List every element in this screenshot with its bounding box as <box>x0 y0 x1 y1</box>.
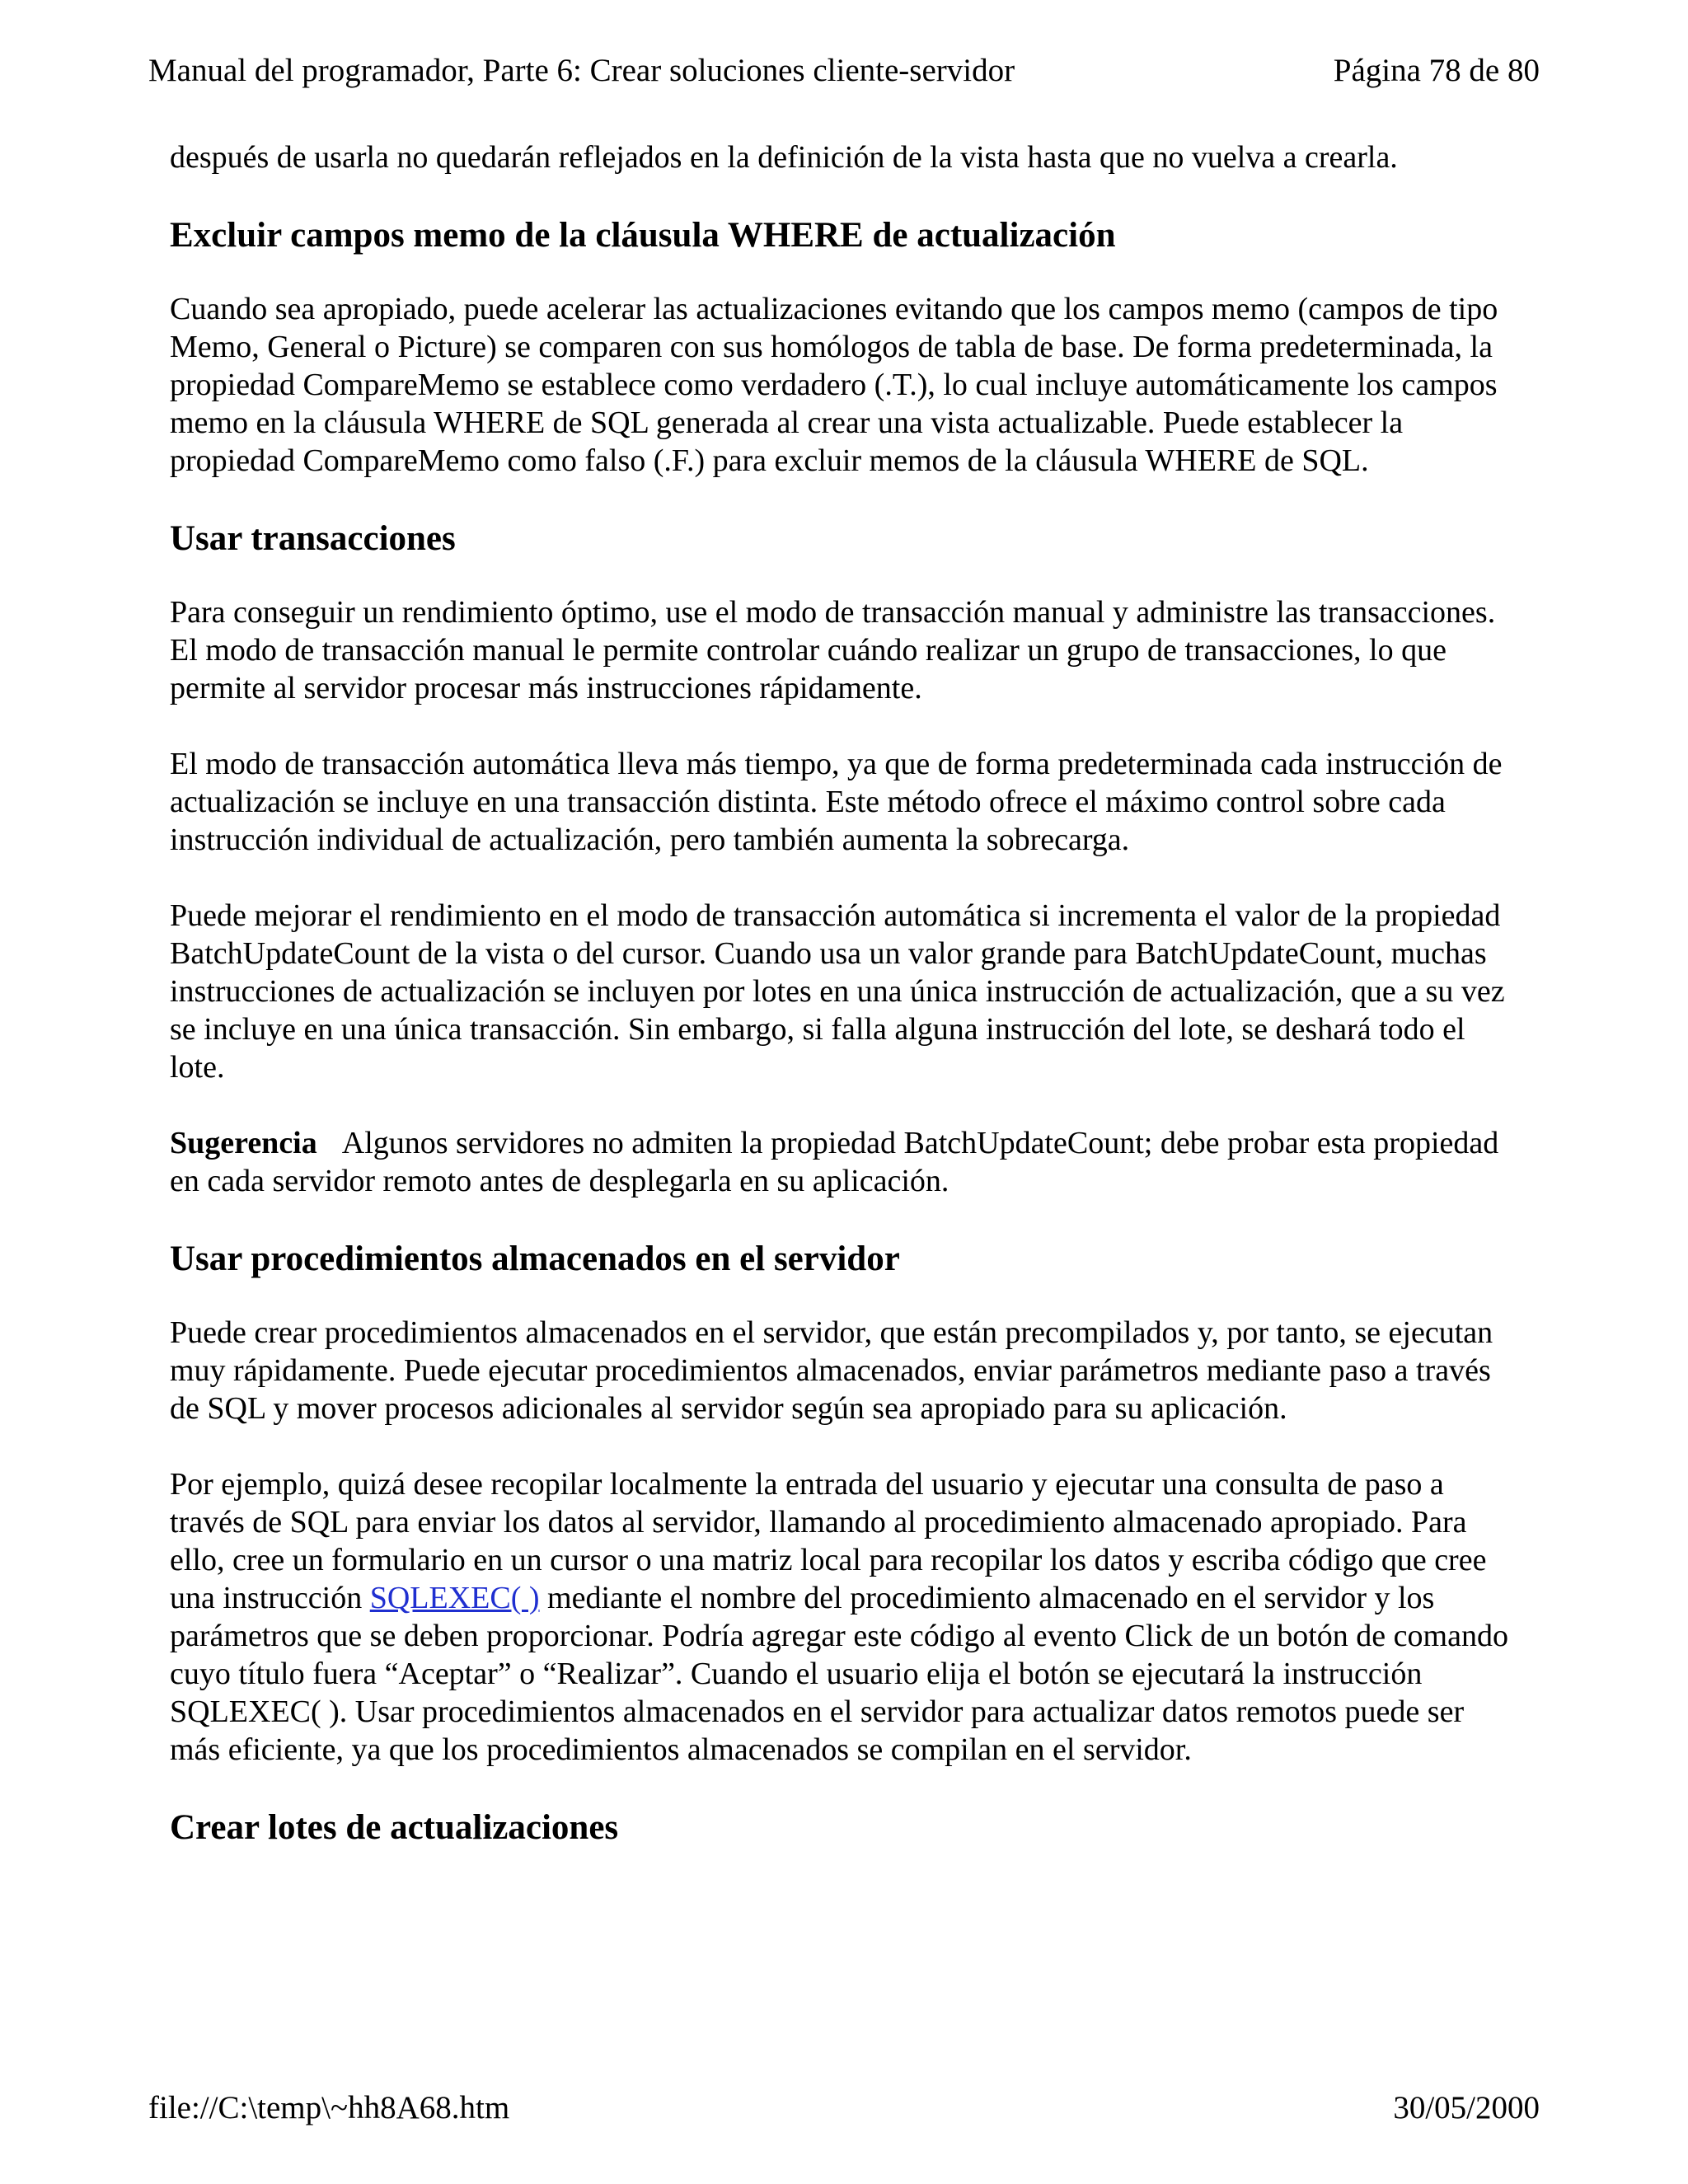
paragraph-stored-procedures-2 <box>170 1465 1518 1769</box>
heading-batch-updates: Crear lotes de actualizaciones <box>170 1808 619 1847</box>
header-title: Manual del programador, Parte 6: Crear soluciones cliente-servidor <box>148 53 1015 88</box>
paragraph-stored-procedures-1: Puede crear procedimientos almacenados en el servidor, que están precompilados y, por tanto, se ejecutan muy rápidamente. Puede ejecutar procedimientos almacenados, enviar parámetros mediante paso a través de SQL y mover procesos adicionales al servidor según sea apropiado para su aplicación. <box>170 1315 1493 1426</box>
paragraph-text-after-link: mediante el nombre del procedimiento almacenado en el servidor y los parámetros que se deben proporcionar. Podría agregar este código al evento Click de un botón de comando cuyo título fuera “Aceptar” o “Realizar”. Cuando el usuario elija el botón se ejecutará la instrucción SQLEXEC( ). Usar procedimientos almacenados en el servidor para actualizar datos remotos puede ser más eficiente, ya que los procedimientos almacenados se compilan en el servidor. <box>170 1581 1508 1767</box>
page-header <box>148 46 1540 96</box>
sqlexec-link[interactable]: SQLEXEC( ) <box>369 1581 540 1615</box>
footer-file-path: file://C:\temp\~hh8A68.htm <box>148 2090 510 2125</box>
tip-label: Sugerencia <box>170 1126 317 1160</box>
footer-date: 30/05/2000 <box>1393 2090 1540 2125</box>
heading-transactions: Usar transacciones <box>170 519 456 558</box>
paragraph-transactions-1: Para conseguir un rendimiento óptimo, use el modo de transacción manual y administre las transacciones. El modo de transacción manual le permite controlar cuándo realizar un grupo de transacciones, lo que permite al servidor procesar más instrucciones rápidamente. <box>170 595 1496 705</box>
paragraph-transactions-2: El modo de transacción automática lleva más tiempo, ya que de forma predeterminada cada instrucción de actualización se incluye en una transacción distinta. Este método ofrece el máximo control sobre cada instrucción individual de actualización, pero también aumenta la sobrecarga. <box>170 747 1503 857</box>
tip-paragraph <box>170 1124 1518 1200</box>
paragraph-exclude-memo: Cuando sea apropiado, puede acelerar las actualizaciones evitando que los campos memo (campos de tipo Memo, General o Picture) se comparen con sus homólogos de tabla de base. De forma predeterminada, la propiedad CompareMemo se establece como verdadero (.T.), lo cual incluye automáticamente los campos memo en la cláusula WHERE de SQL generada al crear una vista actualizable. Puede establecer la propiedad CompareMemo como falso (.F.) para excluir memos de la cláusula WHERE de SQL. <box>170 292 1498 478</box>
document-body <box>170 138 1518 1882</box>
intro-paragraph: después de usarla no quedarán reflejados en la definición de la vista hasta que no vuelva a crearla. <box>170 140 1398 175</box>
tip-text: Algunos servidores no admiten la propiedad BatchUpdateCount; debe probar esta propiedad en cada servidor remoto antes de desplegarla en su aplicación. <box>170 1126 1499 1198</box>
header-page-number: Página 78 de 80 <box>1333 53 1540 88</box>
heading-stored-procedures: Usar procedimientos almacenados en el servidor <box>170 1240 900 1278</box>
heading-exclude-memo: Excluir campos memo de la cláusula WHERE de actualización <box>170 216 1116 255</box>
paragraph-transactions-3: Puede mejorar el rendimiento en el modo de transacción automática si incrementa el valor de la propiedad BatchUpdateCount de la vista o del cursor. Cuando usa un valor grande para BatchUpdateCount, muchas instrucciones de actualización se incluyen por lotes en una única instrucción de actualización, que a su vez se incluye en una única transacción. Sin embargo, si falla alguna instrucción del lote, se deshará todo el lote. <box>170 898 1505 1085</box>
page-footer <box>148 2083 1540 2133</box>
paragraph-text-before-link: Por ejemplo, quizá desee recopilar localmente la entrada del usuario y ejecutar una consulta de paso a través de SQL para enviar los datos al servidor, llamando al procedimiento almacenado apropiado. Para ello, cree un formulario en un cursor o una matriz local para recopilar los datos y escriba código que cree una instrucción <box>170 1467 1487 1615</box>
